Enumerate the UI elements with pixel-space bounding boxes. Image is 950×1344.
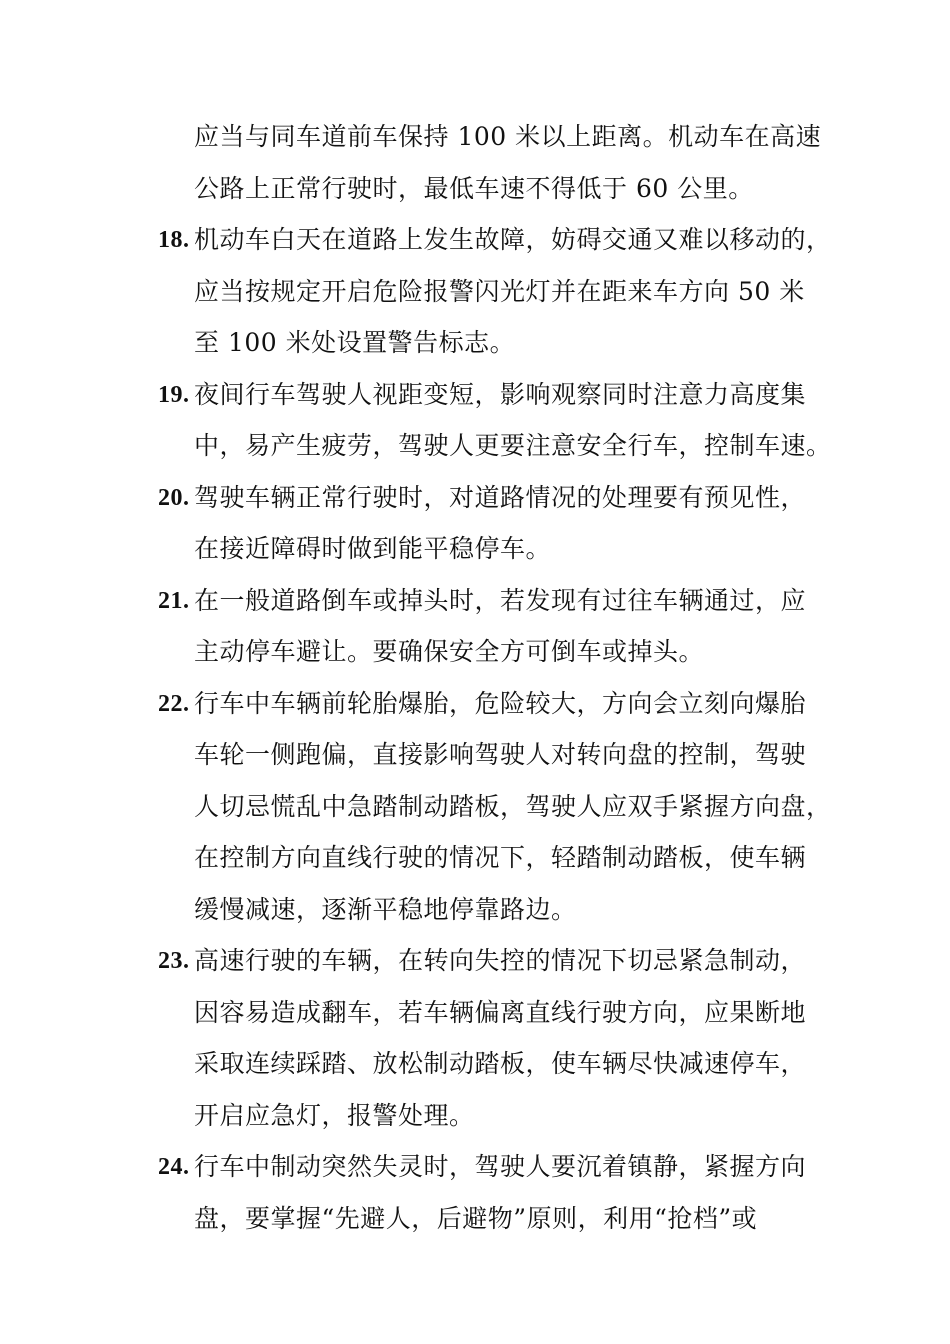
item-text-line: 应当按规定开启危险报警闪光灯并在距来车方向 50 米 — [194, 276, 805, 306]
item-text-line: 车轮一侧跑偏，直接影响驾驶人对转向盘的控制，驾驶 — [194, 740, 807, 769]
item-number: 23. — [158, 948, 190, 974]
item-number: 20. — [158, 484, 190, 511]
item-text-line: 因容易造成翻车，若车辆偏离直线行驶方向，应果断地 — [194, 997, 807, 1027]
list-item-24 — [158, 1144, 808, 1247]
document-body — [158, 114, 832, 1247]
continuation-line: 应当与同车道前车保持 100 米以上距离。机动车在高速 — [194, 122, 822, 151]
item-text-line: 夜间行车驾驶人视距变短，影响观察同时注意力高度集 — [194, 379, 807, 409]
continuation-line: 公路上正常行驶时，最低车速不得低于 60 公里。 — [194, 173, 754, 203]
item-number: 24. — [158, 1154, 190, 1180]
list-item-18 — [158, 217, 832, 372]
item-text-line: 中，易产生疲劳，驾驶人更要注意安全行车，控制车速。 — [194, 431, 832, 460]
item-text-line: 采取连续踩踏、放松制动踏板，使车辆尽快减速停车， — [194, 1049, 807, 1078]
item-text-line: 行车中车辆前轮胎爆胎，危险较大，方向会立刻向爆胎 — [194, 688, 807, 718]
item-text-line: 开启应急灯，报警处理。 — [194, 1100, 475, 1130]
item-text-line: 高速行驶的车辆，在转向失控的情况下切忌紧急制动， — [194, 946, 807, 975]
list-item-22 — [158, 681, 832, 939]
list-item-23 — [158, 938, 808, 1144]
item-text-line: 在控制方向直线行驶的情况下，轻踏制动踏板，使车辆 — [194, 843, 807, 872]
item-number: 18. — [158, 227, 190, 253]
item-text-line: 人切忌慌乱中急踏制动踏板，驾驶人应双手紧握方向盘， — [194, 791, 832, 821]
item-text-line: 行车中制动突然失灵时，驾驶人要沉着镇静，紧握方向 — [194, 1152, 807, 1181]
item-text-line: 机动车白天在道路上发生故障，妨碍交通又难以移动的， — [194, 225, 832, 254]
item-number: 22. — [158, 690, 190, 717]
list-item-20 — [158, 475, 808, 578]
item-number: 21. — [158, 587, 190, 614]
item-text-line: 主动停车避让。要确保安全方可倒车或掉头。 — [194, 637, 705, 666]
item-text-line: 至 100 米处设置警告标志。 — [194, 328, 516, 357]
list-item-21 — [158, 578, 808, 681]
item-text-line: 在一般道路倒车或掉头时，若发现有过往车辆通过，应 — [194, 585, 807, 615]
item-text-line: 盘，要掌握“先避人，后避物”原则，利用“抢档”或 — [194, 1203, 758, 1233]
item-text-line: 缓慢减速，逐渐平稳地停靠路边。 — [194, 894, 577, 924]
item-text-line: 驾驶车辆正常行驶时，对道路情况的处理要有预见性， — [194, 482, 807, 512]
item-number: 19. — [158, 381, 190, 408]
item-text-line: 在接近障碍时做到能平稳停车。 — [194, 534, 552, 563]
list-item-19 — [158, 372, 832, 475]
